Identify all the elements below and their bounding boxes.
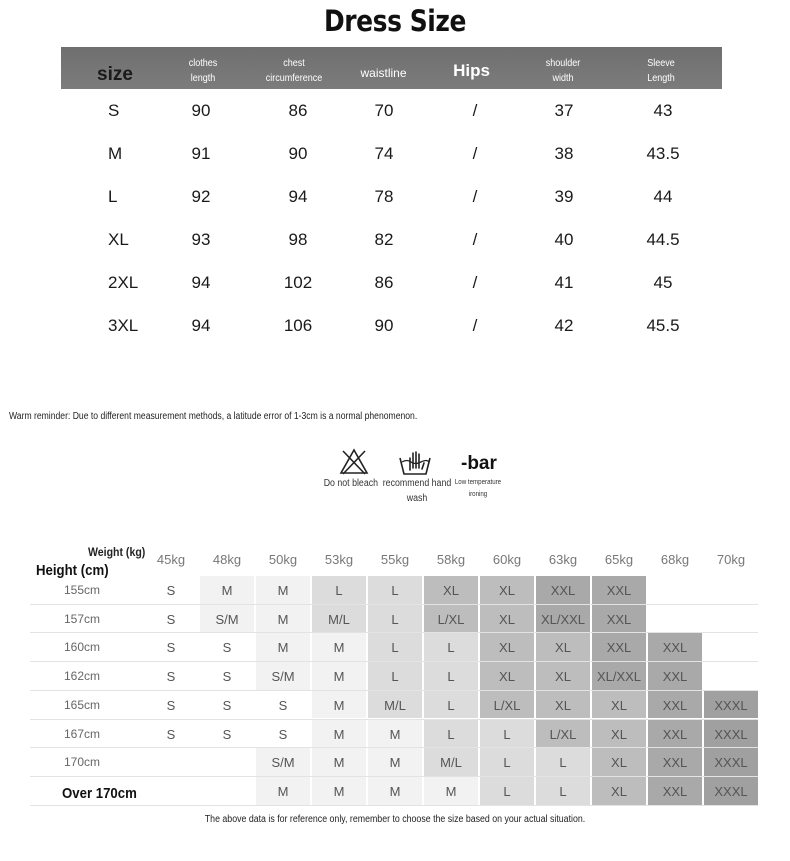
size-recommendation: XXL: [662, 783, 688, 799]
size-recommendation: L/XL: [493, 697, 521, 713]
size-table-cell: 43: [653, 101, 673, 120]
weight-header: 68kg: [660, 552, 690, 567]
size-recommendation: XL: [499, 669, 515, 685]
size-table-header: [61, 47, 722, 89]
size-table-cell: 42: [554, 316, 574, 335]
size-recommendation: M: [277, 783, 289, 799]
size-recommendation: XXL: [662, 726, 688, 742]
size-recommendation: M: [221, 583, 233, 598]
size-recommendation: M: [277, 583, 289, 598]
size-table-cell: 94: [288, 187, 308, 206]
size-recommendation: M/L: [440, 755, 462, 771]
size-recommendation: L: [391, 669, 399, 685]
size-label: 2XL: [108, 273, 139, 292]
size-table-cell: 78: [374, 187, 394, 206]
weight-header: 58kg: [436, 552, 466, 567]
size-table-cell: 94: [191, 316, 211, 335]
size-recommendation: XL: [499, 583, 515, 598]
size-recommendation: XXL: [606, 583, 632, 598]
size-recommendation: L: [503, 783, 511, 799]
size-recommendation: L: [391, 640, 399, 656]
size-recommendation: S: [278, 697, 288, 713]
size-table-cell: /: [472, 316, 478, 335]
size-table-cell: /: [472, 144, 478, 163]
size-recommendation: XL/XXL: [540, 611, 586, 627]
size-table-cell: 45: [653, 273, 673, 292]
size-recommendation: S/M: [271, 669, 295, 685]
size-label: M: [108, 144, 123, 163]
size-recommendation: L: [503, 726, 511, 742]
size-recommendation: M: [277, 640, 289, 656]
size-recommendation: M/L: [328, 611, 350, 627]
size-recommendation: L: [447, 697, 455, 713]
size-recommendation: L: [503, 755, 511, 771]
size-table-cell: 40: [554, 230, 574, 249]
size-recommendation: XL: [555, 697, 571, 713]
size-table-cell: /: [472, 273, 478, 292]
size-table-cell: 94: [191, 273, 211, 292]
size-table-cell: 86: [288, 101, 308, 120]
size-recommendation: XXL: [662, 640, 688, 656]
size-recommendation: L: [559, 783, 567, 799]
size-recommendation: S: [222, 697, 232, 713]
size-recommendation: XL: [611, 783, 627, 799]
size-table-cell: /: [472, 101, 478, 120]
size-table-cell: 90: [191, 101, 211, 120]
size-table-cell: 43.5: [646, 144, 680, 163]
size-recommendation: M: [333, 755, 345, 771]
measurement-reminder: Warm reminder: Due to different measurement methods, a latitude error of 1-3cm is a normal phenomenon.: [9, 411, 418, 422]
size-recommendation: XL: [555, 669, 571, 685]
header-clothes-length: clothes length: [188, 58, 218, 84]
size-recommendation: XL: [443, 583, 459, 598]
weight-header: 48kg: [212, 552, 242, 567]
size-table-cell: 39: [554, 187, 574, 206]
size-recommendation: XXL: [606, 640, 632, 656]
hand-wash-label: recommend hand wash: [382, 478, 452, 504]
size-recommendation: S: [222, 726, 232, 742]
size-recommendation: S/M: [271, 755, 295, 771]
size-recommendation: S: [166, 611, 176, 627]
size-recommendation: L: [335, 583, 343, 598]
weight-header: 50kg: [268, 552, 298, 567]
weight-header: 45kg: [156, 552, 186, 567]
height-label: 162cm: [64, 669, 101, 684]
size-recommendation: L: [447, 726, 455, 742]
height-label: 157cm: [64, 611, 101, 626]
size-label: L: [108, 187, 118, 206]
size-recommendation: M/L: [384, 697, 406, 713]
size-table-cell: 45.5: [646, 316, 680, 335]
size-recommendation: L/XL: [549, 726, 577, 742]
height-label: 170cm: [64, 755, 101, 770]
size-recommendation: M: [389, 783, 401, 799]
size-recommendation: XXXL: [714, 726, 748, 742]
size-recommendation: XXXL: [714, 783, 748, 799]
size-recommendation: XL: [499, 640, 515, 656]
size-recommendation: XL/XXL: [596, 669, 642, 685]
size-recommendation: XXXL: [714, 697, 748, 713]
size-recommendation: S: [166, 726, 176, 742]
size-table-cell: 92: [191, 187, 211, 206]
size-table-cell: 70: [374, 101, 394, 120]
size-table-cell: 102: [283, 273, 313, 292]
weight-header: 63kg: [548, 552, 578, 567]
height-label: 165cm: [64, 697, 101, 712]
size-table-cell: 38: [554, 144, 574, 163]
size-recommendation: L: [391, 583, 399, 598]
size-recommendation: XXL: [662, 669, 688, 685]
size-table-cell: 41: [554, 273, 574, 292]
size-recommendation: L: [447, 640, 455, 656]
no-bleach-icon: [339, 448, 369, 475]
size-recommendation: XL: [555, 640, 571, 656]
height-label: Over 170cm: [62, 784, 137, 802]
size-recommendation: S: [166, 669, 176, 685]
header-hips: Hips: [453, 61, 490, 80]
row-divider: [30, 805, 758, 806]
weight-header: 60kg: [492, 552, 522, 567]
size-table-cell: 37: [554, 101, 574, 120]
height-label: 155cm: [64, 583, 101, 597]
no-bleach-label: Do not bleach: [323, 478, 379, 489]
bar-label: -bar: [461, 453, 497, 474]
page-title: Dress Size: [324, 4, 466, 38]
size-recommendation: M: [333, 640, 345, 656]
size-recommendation: M: [333, 669, 345, 685]
size-table-cell: 82: [374, 230, 394, 249]
size-table-cell: 86: [374, 273, 394, 292]
size-recommendation: L: [559, 755, 567, 771]
size-label: 3XL: [108, 316, 139, 335]
size-recommendation: S: [166, 697, 176, 713]
header-waistline: waistline: [360, 66, 407, 80]
size-table-cell: 44: [653, 187, 673, 206]
header-chest-circumference: chest circumference: [265, 58, 323, 84]
ironing-label: Low temperature ironing: [454, 479, 502, 498]
size-recommendation: L: [391, 611, 399, 627]
size-recommendation: M: [333, 697, 345, 713]
height-label: 160cm: [64, 640, 101, 655]
size-recommendation: M: [389, 755, 401, 771]
size-table-cell: 98: [288, 230, 308, 249]
size-recommendation: M: [277, 611, 289, 627]
height-label: 167cm: [64, 726, 101, 741]
size-recommendation: S: [222, 669, 232, 685]
size-recommendation: M: [333, 726, 345, 742]
size-table-cell: /: [472, 230, 478, 249]
size-recommendation: XXXL: [714, 755, 748, 771]
size-table-cell: 90: [374, 316, 394, 335]
hand-wash-icon: [398, 450, 432, 476]
weight-header: 53kg: [324, 552, 354, 567]
size-recommendation: S: [166, 583, 176, 598]
size-recommendation: M: [333, 783, 345, 799]
size-recommendation: XL: [611, 697, 627, 713]
size-table-cell: 90: [288, 144, 308, 163]
size-recommendation: M: [445, 783, 457, 799]
size-label: XL: [108, 230, 129, 249]
size-recommendation: XL: [611, 755, 627, 771]
header-shoulder-width: shoulder width: [545, 58, 581, 84]
size-recommendation: XXL: [606, 611, 632, 627]
weight-axis-label: Weight (kg): [88, 545, 146, 559]
weight-header: 70kg: [716, 552, 746, 567]
size-recommendation: M: [389, 726, 401, 742]
height-axis-label: Height (cm): [36, 562, 109, 579]
size-recommendation: XXL: [550, 583, 576, 598]
size-recommendation: S/M: [215, 611, 239, 627]
header-sleeve-length: Sleeve Length: [647, 58, 675, 84]
size-recommendation: L: [447, 669, 455, 685]
size-table-cell: 91: [191, 144, 211, 163]
reference-note: The above data is for reference only, remember to choose the size based on your actual situation.: [204, 814, 586, 825]
size-recommendation: XXL: [662, 697, 688, 713]
size-recommendation: S: [166, 640, 176, 656]
weight-header: 65kg: [604, 552, 634, 567]
size-table-cell: 74: [374, 144, 394, 163]
size-label: S: [108, 101, 120, 120]
size-table-cell: 106: [283, 316, 313, 335]
size-recommendation: S: [278, 726, 288, 742]
size-table-cell: 93: [191, 230, 211, 249]
size-recommendation: L/XL: [437, 611, 465, 627]
size-recommendation: XL: [499, 611, 515, 627]
size-table-cell: 44.5: [646, 230, 680, 249]
size-recommendation: XL: [611, 726, 627, 742]
size-recommendation: S: [222, 640, 232, 656]
weight-header: 55kg: [380, 552, 410, 567]
size-recommendation: XXL: [662, 755, 688, 771]
header-size: size: [97, 64, 133, 85]
size-table-cell: /: [472, 187, 478, 206]
